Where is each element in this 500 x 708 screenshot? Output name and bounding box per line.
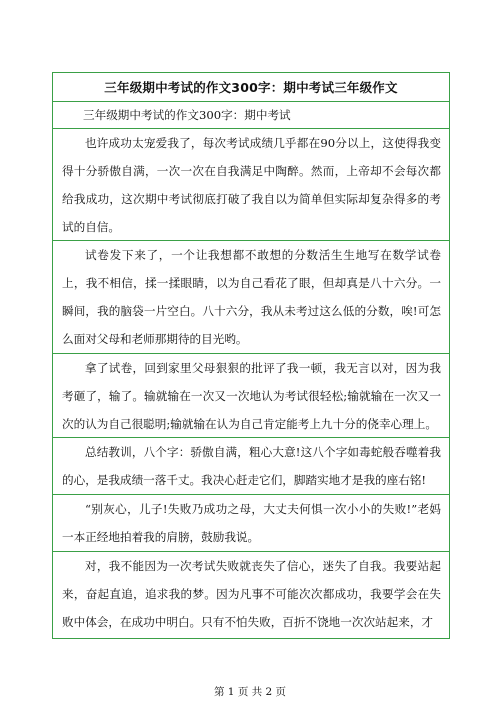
document-title: 三年级期中考试的作文300字：期中考试三年级作文 [104, 80, 398, 95]
paragraph-cell-4 [53, 438, 449, 495]
paragraph-4: 总结教训，八个字：骄傲自满，粗心大意!这八个字如毒蛇般吞噬着我的心，是我成绩一落千丈。我决心赶走它们，脚踏实地才是我的座右铭! [62, 445, 441, 487]
paragraph-cell-3 [53, 354, 449, 438]
paragraph-3: 拿了试卷，回到家里父母狠狠的批评了我一顿，我无言以对，因为我考砸了，输了。输就输在一次又一次地认为考试很轻松;输就输在一次又一次的认为自己很聪明;输就输在认为自己肯定能考上九十分的侥幸心理上。 [62, 361, 441, 431]
page-footer: 第 1 页 共 2 页 [213, 686, 287, 698]
paragraph-cell-6 [53, 552, 449, 638]
paragraph-cell-5 [53, 495, 449, 552]
paragraph-2: 试卷发下来了，一个让我想都不敢想的分数活生生地写在数学试卷上，我不相信，揉一揉眼睛，以为自己看花了眼，但却真是八十六分。一瞬间，我的脑袋一片空白。八十六分，我从未考过这么低的分数，唉!可怎么面对父母和老师那期待的目光哟。 [62, 248, 441, 346]
document-subtitle: 三年级期中考试的作文300字：期中考试 [83, 108, 291, 122]
paragraph-cell-1 [53, 129, 449, 241]
paragraph-6: 对，我不能因为一次考试失败就丧失了信心，迷失了自我。我要站起来，奋起直追，追求我的梦。因为凡事不可能次次都成功，我要学会在失败中体会，在成功中明白。只有不怕失败，百折不饶地一次次站起来，才 [62, 559, 441, 629]
subtitle-cell [53, 102, 449, 129]
paragraph-1: 也许成功太宠爱我了，每次考试成绩几乎都在90分以上，这使得我变得十分骄傲自满，一次一次在自我满足中陶醉。然而，上帝却不会每次都给我成功，这次期中考试彻底打破了我自以为简单但实际却复杂得多的考试的自信。 [62, 136, 441, 234]
content-table [52, 72, 450, 639]
paragraph-cell-2 [53, 241, 449, 354]
paragraph-5: “别灰心，儿子!失败乃成功之母，大丈夫何惧一次小小的失败!”老妈一本正经地拍着我的肩膀，鼓励我说。 [62, 502, 441, 544]
title-cell [53, 73, 449, 102]
